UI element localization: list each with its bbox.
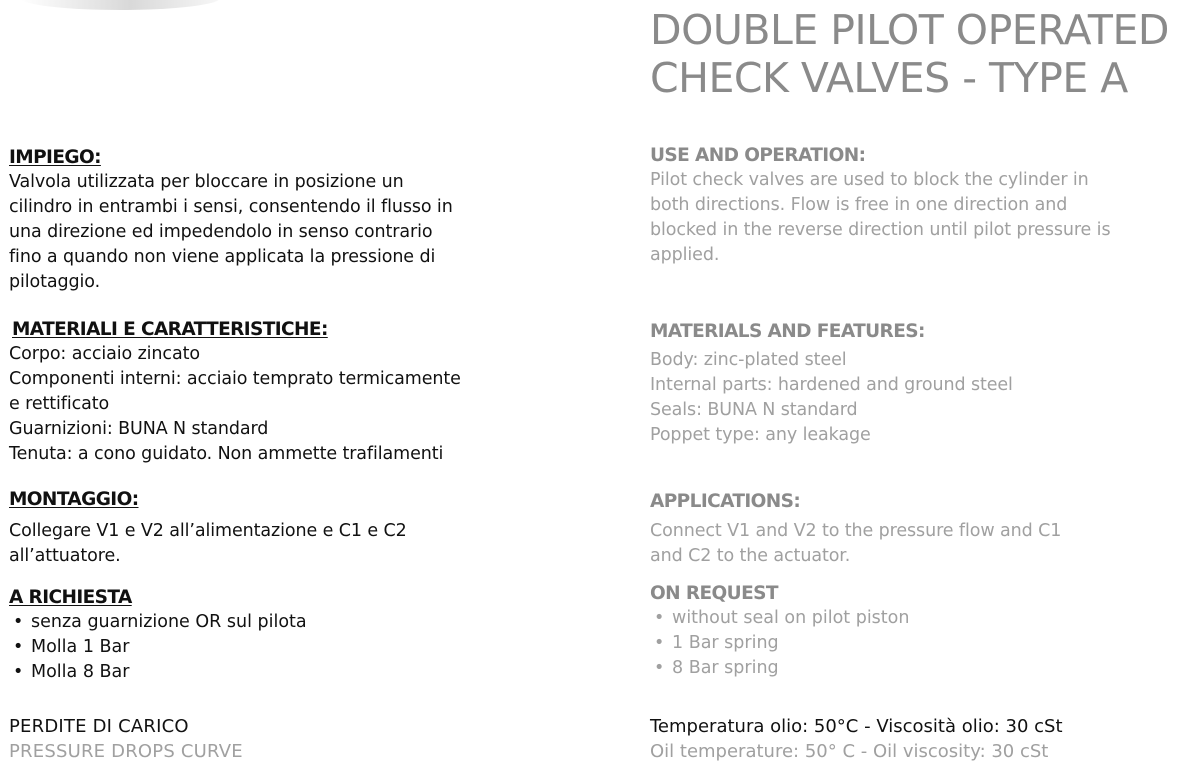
impiego-line-2: cilindro in entrambi i sensi, consentendo il flusso in xyxy=(9,197,453,217)
materials-line-1: Body: zinc-plated steel xyxy=(650,350,847,370)
header-swoosh-decoration xyxy=(20,0,220,10)
request-heading: ON REQUEST xyxy=(650,583,778,604)
montaggio-line-2: all’attuatore. xyxy=(9,546,121,566)
richiesta-heading: A RICHIESTA xyxy=(9,587,132,608)
temperature-italian: Temperatura olio: 50°C - Viscosità olio: 30 cSt xyxy=(650,716,1063,737)
list-item: • Molla 1 Bar xyxy=(9,635,549,660)
richiesta-section xyxy=(9,586,549,685)
impiego-line-3: una direzione ed impedendolo in senso contrario xyxy=(9,222,433,242)
impiego-line-4: fino a quando non viene applicata la pressione di xyxy=(9,247,436,267)
materiali-line-4: Guarnizioni: BUNA N standard xyxy=(9,419,269,439)
impiego-section xyxy=(9,146,549,295)
use-section xyxy=(650,144,1190,268)
impiego-line-1: Valvola utilizzata per bloccare in posizione un xyxy=(9,172,404,192)
page-title xyxy=(650,6,1198,102)
use-line-2: both directions. Flow is free in one direction and xyxy=(650,195,1068,215)
applications-line-1: Connect V1 and V2 to the pressure flow and C1 xyxy=(650,521,1062,541)
request-section xyxy=(650,582,1190,681)
list-item: • senza guarnizione OR sul pilota xyxy=(9,610,549,635)
materiali-line-3: e rettificato xyxy=(9,394,110,414)
title-line-2: CHECK VALVES - TYPE A xyxy=(650,54,1128,102)
montaggio-section xyxy=(9,488,549,569)
list-item: • Molla 8 Bar xyxy=(9,660,549,685)
impiego-line-5: pilotaggio. xyxy=(9,272,101,292)
materiali-line-2: Componenti interni: acciaio temprato termicamente xyxy=(9,369,461,389)
materials-line-2: Internal parts: hardened and ground steel xyxy=(650,375,1013,395)
montaggio-heading: MONTAGGIO: xyxy=(9,489,139,510)
use-line-4: applied. xyxy=(650,245,720,265)
request-list xyxy=(650,606,1190,681)
materials-heading: MATERIALS AND FEATURES: xyxy=(650,321,925,342)
bullet-icon: • xyxy=(654,658,665,678)
bullet-icon: • xyxy=(13,662,24,682)
materiali-heading: MATERIALI E CARATTERISTICHE: xyxy=(12,319,328,340)
applications-heading: APPLICATIONS: xyxy=(650,491,801,512)
applications-section xyxy=(650,490,1190,569)
bullet-icon: • xyxy=(13,637,24,657)
use-line-3: blocked in the reverse direction until pilot pressure is xyxy=(650,220,1111,240)
materials-line-3: Seals: BUNA N standard xyxy=(650,400,858,420)
list-item: • without seal on pilot piston xyxy=(650,606,1190,631)
perdite-section xyxy=(9,714,549,764)
materiali-section xyxy=(9,318,549,467)
materiali-line-5: Tenuta: a cono guidato. Non ammette trafilamenti xyxy=(9,444,444,464)
impiego-heading: IMPIEGO: xyxy=(9,147,101,168)
perdite-label: PERDITE DI CARICO xyxy=(9,716,189,737)
materiali-line-1: Corpo: acciaio zincato xyxy=(9,344,200,364)
temperature-english: Oil temperature: 50° C - Oil viscosity: 30 cSt xyxy=(650,741,1049,762)
richiesta-list xyxy=(9,610,549,685)
temperature-section xyxy=(650,714,1190,764)
montaggio-line-1: Collegare V1 e V2 all’alimentazione e C1 e C2 xyxy=(9,521,407,541)
title-line-1: DOUBLE PILOT OPERATED xyxy=(650,6,1169,54)
materials-section xyxy=(650,320,1190,448)
applications-line-2: and C2 to the actuator. xyxy=(650,546,851,566)
bullet-icon: • xyxy=(654,608,665,628)
list-item: • 8 Bar spring xyxy=(650,656,1190,681)
bullet-icon: • xyxy=(13,612,24,632)
use-heading: USE AND OPERATION: xyxy=(650,145,866,166)
use-line-1: Pilot check valves are used to block the cylinder in xyxy=(650,170,1089,190)
list-item: • 1 Bar spring xyxy=(650,631,1190,656)
bullet-icon: • xyxy=(654,633,665,653)
pressure-drops-label: PRESSURE DROPS CURVE xyxy=(9,741,243,762)
materials-line-4: Poppet type: any leakage xyxy=(650,425,871,445)
